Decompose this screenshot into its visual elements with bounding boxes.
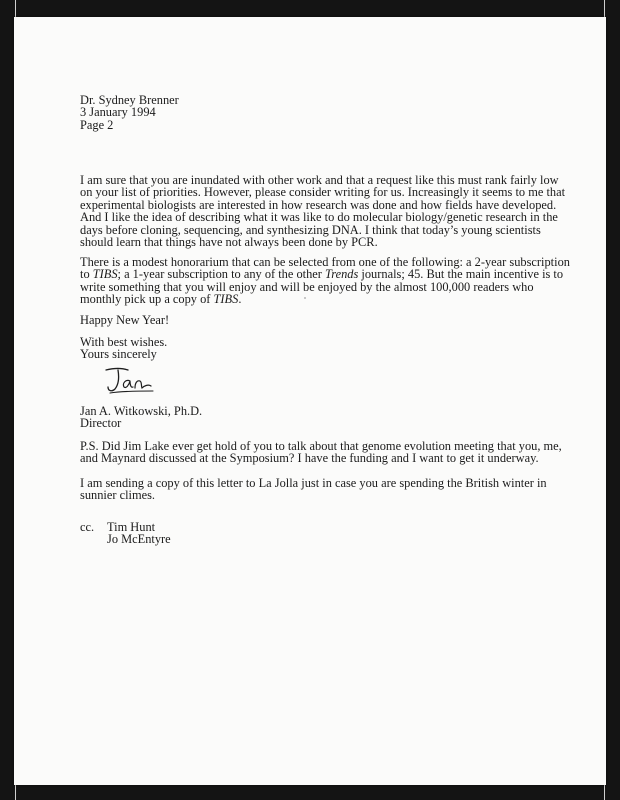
paragraph-line: I am sending a copy of this letter to La Jolla just in case you are spending the British winter in — [80, 476, 547, 490]
page-number: Page 2 — [80, 117, 114, 132]
greeting: Happy New Year! — [80, 313, 170, 327]
paragraph-line: And I like the idea of describing what it was like to do molecular biology/genetic research in the — [80, 210, 558, 225]
paragraph-line: and Maynard discussed at the Symposium? I have the funding and I want to get it underway. — [80, 451, 539, 466]
cc-recipient: Jo McEntyre — [107, 532, 171, 547]
cc-recipients — [107, 521, 171, 546]
postscript — [80, 476, 547, 503]
cc-recipient: Tim Hunt — [107, 520, 156, 534]
scan-edge-mark — [14, 0, 16, 17]
paragraph-line: experimental biologists are interested in how research was done and how fields have developed. — [80, 197, 557, 212]
paragraph-line: on your list of priorities. However, please consider writing for us. Increasingly it seems to me that — [80, 185, 566, 200]
paragraph-line: P.S. Did Jim Lake ever get hold of you to talk about that genome evolution meeting that you, me, — [80, 439, 562, 453]
paragraph-line: sunnier climes. — [80, 488, 156, 503]
paragraph-line: monthly pick up a copy of TIBS. — [80, 292, 242, 307]
closing — [80, 336, 530, 361]
scan-edge-mark — [604, 0, 606, 17]
cc-label: cc. — [80, 520, 95, 534]
closing-line: Yours sincerely — [80, 347, 157, 362]
paragraph-line: write something that you will enjoy and will be enjoyed by the almost 100,000 readers who — [80, 279, 534, 294]
paper-speck — [304, 297, 306, 299]
scan-edge-mark — [604, 785, 606, 800]
recipient-name: Dr. Sydney Brenner — [80, 93, 179, 107]
closing-line: With best wishes. — [80, 335, 168, 349]
paragraph-line: should learn that things have not always been done by PCR. — [80, 235, 378, 250]
letter-date: 3 January 1994 — [80, 105, 156, 120]
letter-header — [80, 94, 530, 131]
scan-edge-mark — [14, 785, 16, 800]
handwritten-signature — [104, 364, 156, 396]
postscript — [80, 439, 562, 466]
paragraph-line: There is a modest honorarium that can be selected from one of the following: a 2-year subscription — [80, 255, 570, 269]
paragraph-line: to TIBS; a 1-year subscription to any of the other Trends journals; 45. But the main incentive is to — [80, 267, 564, 282]
paragraph-line: days before cloning, sequencing, and synthesizing DNA. I think that today’s young scientists — [80, 222, 541, 237]
paragraph-line: I am sure that you are inundated with other work and that a request like this must rank fairly low — [80, 173, 559, 187]
sender-block — [80, 405, 530, 430]
sender-title: Director — [80, 416, 122, 431]
letter-page — [14, 17, 606, 785]
body-paragraph — [80, 173, 566, 250]
sender-name: Jan A. Witkowski, Ph.D. — [80, 404, 203, 418]
